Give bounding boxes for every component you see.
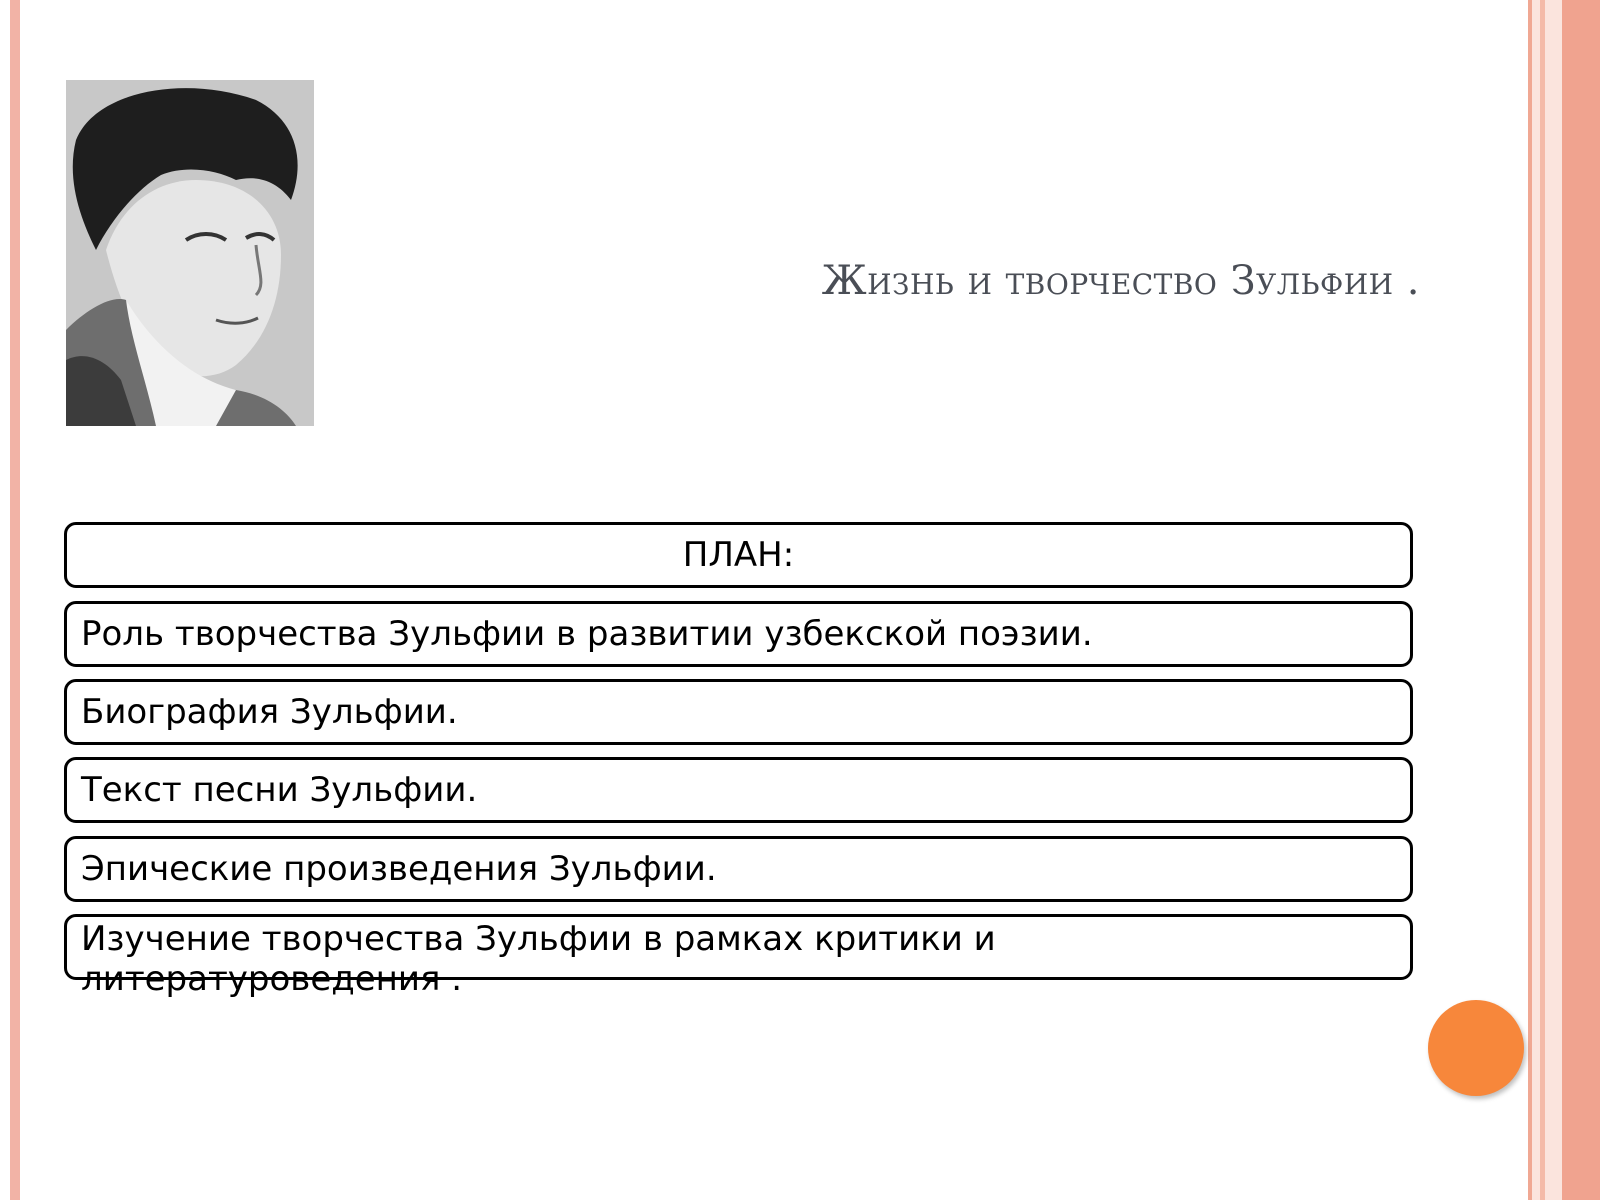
right-border-band-dark bbox=[1562, 0, 1600, 1200]
left-border-decoration bbox=[10, 0, 20, 1200]
plan-item-box bbox=[64, 601, 1413, 667]
plan-header-box bbox=[64, 522, 1413, 588]
plan-item-box bbox=[64, 836, 1413, 902]
right-border-line bbox=[1528, 0, 1532, 1200]
plan-item-box bbox=[64, 914, 1413, 999]
plan-item-box bbox=[64, 679, 1413, 745]
right-border-line bbox=[1540, 0, 1545, 1200]
plan-item: Биография Зульфии. bbox=[81, 692, 458, 732]
plan-item-box bbox=[64, 757, 1413, 823]
plan-header: ПЛАН: bbox=[682, 535, 795, 575]
plan-item: Текст песни Зульфии. bbox=[81, 770, 478, 810]
plan-item: Изучение творчества Зульфии в рамках критики и литературоведения . bbox=[81, 919, 996, 999]
orange-circle-decoration bbox=[1428, 1000, 1524, 1096]
slide-title: Жизнь и творчество Зульфии . bbox=[821, 258, 1420, 304]
portrait-photo bbox=[66, 80, 314, 426]
plan-item: Эпические произведения Зульфии. bbox=[81, 849, 717, 889]
plan-item: Роль творчества Зульфии в развитии узбекской поэзии. bbox=[81, 614, 1093, 654]
